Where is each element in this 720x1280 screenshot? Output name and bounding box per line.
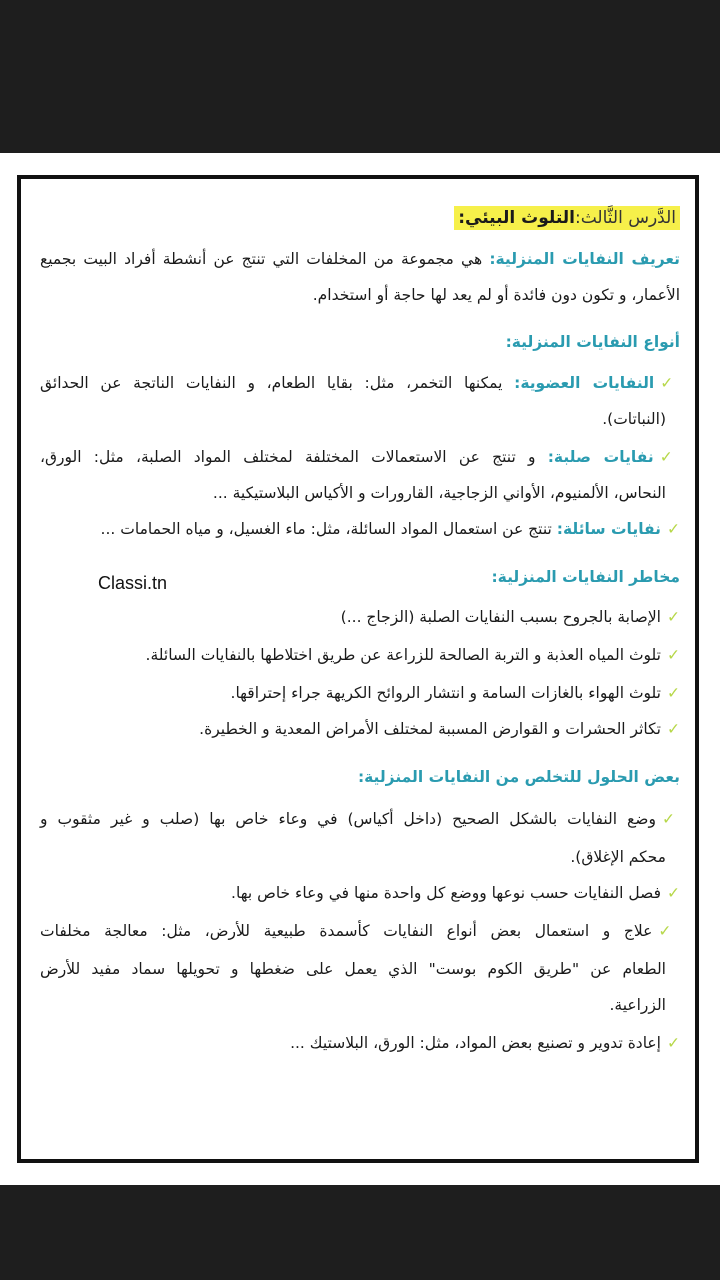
danger-item: ✓تلوث الهواء بالغازات السامة و انتشار الروائح الكريهة جراء إحتراقها. xyxy=(230,684,680,702)
definition-line-2: الأعمار، و تكون دون فائدة أو لم يعد لها حاجة أو استخدام. xyxy=(312,286,680,304)
watermark: Classi.tn xyxy=(98,573,168,593)
check-icon: ✓ xyxy=(667,684,680,702)
solutions-heading: بعض الحلول للتخلص من النفايات المنزلية: xyxy=(357,768,680,786)
danger-item: ✓الإصابة بالجروح بسبب النفايات الصلبة (الزجاج ...) xyxy=(340,608,680,626)
check-icon: ✓ xyxy=(667,520,680,538)
check-icon: ✓ xyxy=(659,448,680,466)
check-icon: ✓ xyxy=(661,810,680,828)
solution-1-line-1: ✓وضع النفايات بالشكل الصحيح (داخل أكياس) في وعاء خاص بها (صلب و غير مثقوب و xyxy=(40,810,680,828)
bottom-black-bar xyxy=(0,1185,720,1280)
check-icon: ✓ xyxy=(658,922,680,940)
check-icon: ✓ xyxy=(667,720,680,738)
dangers-heading: مخاطر النفايات المنزلية: xyxy=(491,568,680,586)
document-page xyxy=(0,153,720,1185)
solution-3-line-3: الزراعية. xyxy=(609,996,666,1014)
solution-3-line-2: الطعام عن "طريق الكوم بوست" الذي يعمل على ضغطها و تحويلها سماد مفيد للأرض xyxy=(40,960,666,978)
check-icon: ✓ xyxy=(660,374,680,392)
solution-2: ✓فصل النفايات حسب نوعها ووضع كل واحدة منها في وعاء خاص بها. xyxy=(231,884,680,902)
solution-4: ✓إعادة تدوير و تصنيع بعض المواد، مثل: الورق، البلاستيك ... xyxy=(290,1034,680,1052)
lesson-title: الدَّرس الثَّالث:التلوث البيئي: xyxy=(454,208,680,228)
check-icon: ✓ xyxy=(667,1034,680,1052)
type-organic-line-1: ✓النفايات العضوية: يمكنها التخمر، مثل: بقايا الطعام، و النفايات الناتجة عن الحدائق xyxy=(40,374,680,392)
check-icon: ✓ xyxy=(667,646,680,664)
type-organic-line-2: (النباتات). xyxy=(602,410,666,428)
danger-item: ✓تلوث المياه العذبة و التربة الصالحة للزراعة عن طريق اختلاطها بالنفايات السائلة. xyxy=(145,646,680,664)
top-black-bar xyxy=(0,0,720,153)
type-liquid-line: ✓نفايات سائلة: تنتج عن استعمال المواد السائلة، مثل: ماء الغسيل، و مياه الحمامات ... xyxy=(100,520,680,538)
danger-item: ✓تكاثر الحشرات و القوارض المسببة لمختلف الأمراض المعدية و الخطيرة. xyxy=(199,720,680,738)
solution-1-line-2: محكم الإغلاق). xyxy=(570,848,666,866)
check-icon: ✓ xyxy=(667,884,680,902)
solution-3-line-1: ✓علاج و استعمال بعض أنواع النفايات كأسمدة طبيعية للأرض، مثل: معالجة مخلفات xyxy=(40,922,680,940)
type-solid-line-1: ✓نفايات صلبة: و تنتج عن الاستعمالات المختلفة لمختلف المواد الصلبة، مثل: الورق، xyxy=(40,448,680,466)
page-border xyxy=(17,175,699,1163)
type-solid-line-2: النحاس، الألمنيوم، الأواني الزجاجية، القارورات و الأكياس البلاستيكية ... xyxy=(212,484,666,502)
types-heading: أنواع النفايات المنزلية: xyxy=(505,333,680,351)
definition-line-1: تعريف النفايات المنزلية: هي مجموعة من المخلفات التي تنتج عن أنشطة أفراد البيت بجميع xyxy=(40,250,680,268)
check-icon: ✓ xyxy=(667,608,680,626)
